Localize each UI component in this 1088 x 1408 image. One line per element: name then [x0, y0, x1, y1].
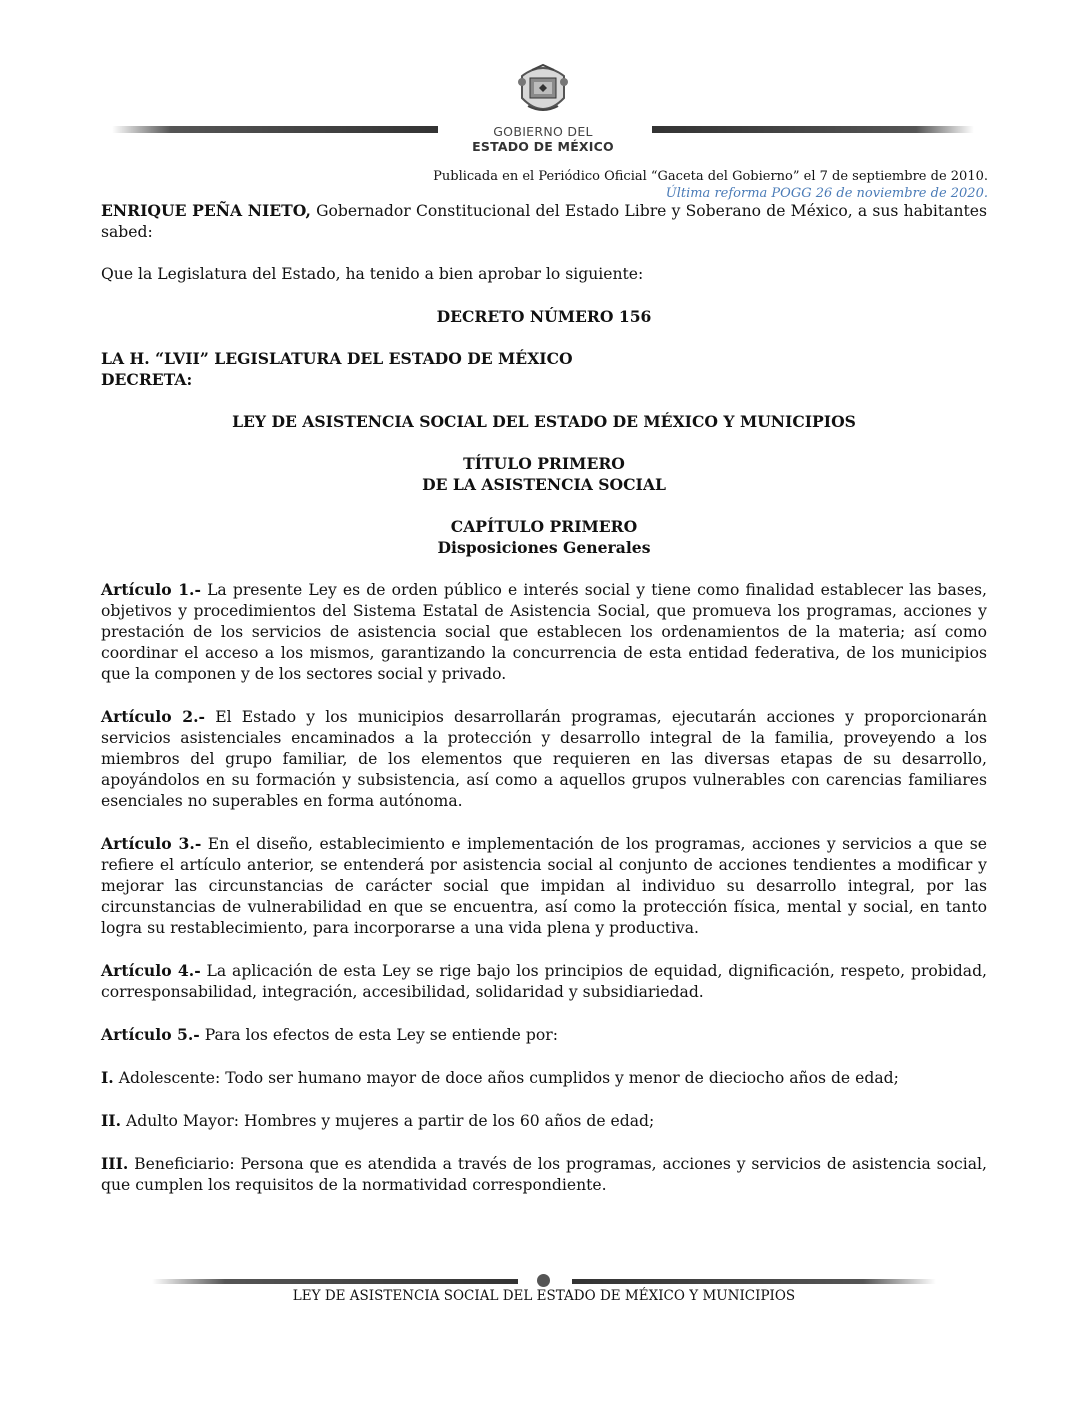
coat-of-arms-icon [512, 62, 574, 118]
footer-rule-right [572, 1279, 936, 1284]
article-label: Artículo 5.- [101, 1025, 200, 1044]
header-rule-left [112, 126, 438, 133]
capitulo-subheading: Disposiciones Generales [437, 538, 651, 557]
definition-text: Adolescente: Todo ser humano mayor de doce años cumplidos y menor de dieciocho años de edad; [113, 1069, 899, 1087]
titulo-heading: TÍTULO PRIMERO [463, 454, 625, 473]
definition-label: II. [101, 1111, 122, 1130]
definition-text: Adulto Mayor: Hombres y mujeres a partir de los 60 años de edad; [121, 1112, 655, 1130]
definition-text: Beneficiario: Persona que es atendida a través de los programas, acciones y servicios de asistencia social, que cumplen los requisitos de la normatividad correspondiente. [101, 1155, 987, 1194]
article-text: Para los efectos de esta Ley se entiende por: [199, 1026, 558, 1044]
article-5 [101, 1024, 987, 1046]
header-rule-right [652, 126, 974, 133]
law-title: LEY DE ASISTENCIA SOCIAL DEL ESTADO DE MÉXICO Y MUNICIPIOS [232, 412, 856, 431]
capitulo-heading: CAPÍTULO PRIMERO [450, 517, 638, 536]
article-label: Artículo 3.- [101, 834, 202, 853]
definition-1 [101, 1067, 987, 1089]
article-3 [101, 833, 987, 939]
article-text: La aplicación de esta Ley se rige bajo los principios de equidad, dignificación, respeto, probidad, corresponsabilidad, integración, accesibilidad, solidaridad y subsidiariedad. [101, 962, 988, 1001]
article-label: Artículo 4.- [101, 961, 201, 980]
article-4 [101, 960, 987, 1003]
definition-3 [101, 1153, 987, 1196]
article-label: Artículo 1.- [101, 580, 201, 599]
article-text: En el diseño, establecimiento e implementación de los programas, acciones y servicios a que se refiere el artículo anterior, se entenderá por asistencia social al conjunto de acciones tendientes a modificar y mejorar las circunstancias de carácter social que impidan al individuo su desarrollo integral, por las circunstancias de vulnerabilidad en que se encuentra, así como la protección física, mental y social, en tanto logra su restablecimiento, para incorporarse a una vida plena y productiva. [101, 835, 987, 937]
article-label: Artículo 2.- [101, 707, 206, 726]
decree-number: DECRETO NÚMERO 156 [436, 307, 652, 326]
legislature-paragraph: Que la Legislatura del Estado, ha tenido a bien aprobar lo siguiente: [101, 265, 644, 283]
article-text: El Estado y los municipios desarrollarán programas, ejecutarán acciones y proporcionarán servicios asistenciales encaminados a la protección y desarrollo integral de la familia, proveyendo a los miembros del grupo familiar, de los elementos que requieren en las diversas etapas de su desarrollo, apoyándolos en su formación y subsistencia, así como a aquellos grupos vulnerables con carencias familiares esenciales no superables en forma autónoma. [101, 708, 988, 810]
document-header [0, 0, 1088, 160]
page-footer: LEY DE ASISTENCIA SOCIAL DEL ESTADO DE MÉXICO Y MUNICIPIOS [292, 1288, 796, 1304]
article-1 [101, 579, 987, 685]
titulo-subheading: DE LA ASISTENCIA SOCIAL [422, 475, 666, 494]
decreta-heading: DECRETA: [101, 370, 193, 389]
governor-paragraph [101, 200, 987, 243]
governor-name: ENRIQUE PEÑA NIETO, [101, 201, 311, 220]
footer-dot-icon [537, 1274, 550, 1287]
logo-text-line1: GOBIERNO DEL [493, 124, 593, 139]
legislature-heading: LA H. “LVII” LEGISLATURA DEL ESTADO DE MÉXICO [101, 349, 573, 368]
definition-2 [101, 1110, 987, 1132]
document-body [101, 200, 987, 1217]
last-reform-date: Última reforma POGG 26 de noviembre de 2020. [665, 186, 988, 201]
article-text: La presente Ley es de orden público e interés social y tiene como finalidad establecer las bases, objetivos y procedimientos del Sistema Estatal de Asistencia Social, que promueva los programas, acciones y prestación de los servicios de asistencia social que establecen los ordenamientos de la materia; así como coordinar el acceso a los mismos, garantizando la concurrencia de esta entidad federativa, de los municipios que la componen y de los sectores social y privado. [101, 581, 988, 683]
definition-label: I. [101, 1068, 114, 1087]
publication-date: Publicada en el Periódico Oficial “Gaceta del Gobierno” el 7 de septiembre de 2010. [433, 169, 988, 184]
publication-info [433, 168, 988, 202]
definition-label: III. [101, 1154, 129, 1173]
footer-rule-left [152, 1279, 518, 1284]
governor-text: Gobernador Constitucional del Estado Libre y Soberano de México, a sus habitantes sabed: [101, 202, 988, 241]
logo-text-line2: ESTADO DE MÉXICO [472, 139, 614, 154]
article-2 [101, 706, 987, 812]
